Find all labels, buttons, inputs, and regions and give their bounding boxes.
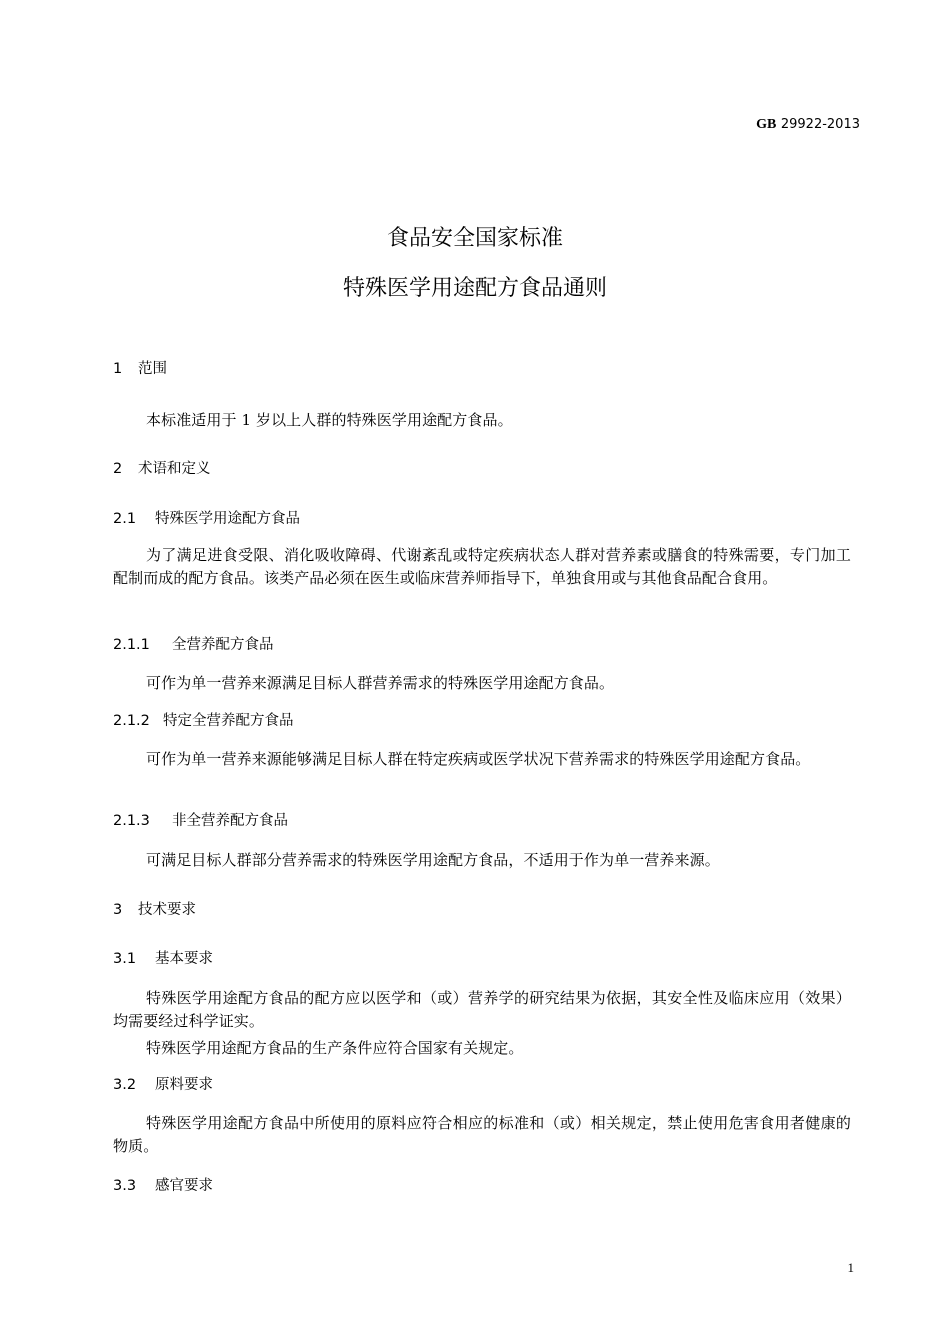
section-title: 全营养配方食品 bbox=[172, 637, 274, 653]
section-title: 特定全营养配方食品 bbox=[163, 713, 294, 729]
section-number: 1 bbox=[113, 361, 123, 377]
paragraph: 特殊医学用途配方食品中所使用的原料应符合相应的标准和（或）相关规定，禁止使用危害食用者健康的物质。 bbox=[113, 1114, 851, 1155]
paragraph: 为了满足进食受限、消化吸收障碍、代谢紊乱或特定疾病状态人群对营养素或膳食的特殊需要，专门加工配制而成的配方食品。该类产品必须在医生或临床营养师指导下，单独食用或与其他食品配合食用。 bbox=[113, 546, 851, 587]
section-title: 术语和定义 bbox=[138, 461, 211, 477]
page-number: 1 bbox=[847, 1260, 854, 1275]
section-3-2-heading bbox=[113, 1075, 213, 1095]
section-2-heading bbox=[113, 459, 211, 479]
section-number: 2.1 bbox=[113, 511, 137, 527]
section-number: 3.3 bbox=[113, 1178, 137, 1194]
section-title: 非全营养配方食品 bbox=[172, 813, 288, 829]
document-title-line1: 食品安全国家标准 bbox=[386, 226, 563, 251]
paragraph: 可作为单一营养来源满足目标人群营养需求的特殊医学用途配方食品。 bbox=[146, 674, 615, 692]
section-title: 原料要求 bbox=[155, 1077, 213, 1093]
section-3-heading bbox=[113, 900, 196, 920]
section-title: 特殊医学用途配方食品 bbox=[155, 511, 300, 527]
section-3-1-heading bbox=[113, 949, 213, 969]
section-3-2-body bbox=[113, 1112, 851, 1158]
standard-code bbox=[756, 116, 860, 133]
paragraph: 可满足目标人群部分营养需求的特殊医学用途配方食品，不适用于作为单一营养来源。 bbox=[146, 851, 720, 869]
section-1-body bbox=[113, 409, 851, 432]
section-2-1-3-body bbox=[113, 849, 851, 872]
document-title-line2: 特殊医学用途配方食品通则 bbox=[342, 276, 607, 301]
paragraph: 本标准适用于 1 岁以上人群的特殊医学用途配方食品。 bbox=[146, 411, 513, 429]
section-number: 2.1.1 bbox=[113, 637, 150, 653]
section-2-1-3-heading bbox=[113, 811, 288, 831]
section-number: 2 bbox=[113, 461, 123, 477]
section-number: 3 bbox=[113, 902, 123, 918]
section-title: 基本要求 bbox=[155, 951, 213, 967]
section-number: 3.2 bbox=[113, 1077, 137, 1093]
section-2-1-1-body bbox=[113, 672, 851, 695]
section-1-heading bbox=[113, 359, 167, 379]
section-2-1-heading bbox=[113, 509, 300, 529]
section-title: 范围 bbox=[138, 361, 167, 377]
section-number: 2.1.3 bbox=[113, 813, 150, 829]
paragraph: 特殊医学用途配方食品的生产条件应符合国家有关规定。 bbox=[146, 1039, 524, 1057]
section-number: 2.1.2 bbox=[113, 713, 150, 729]
section-3-1-body bbox=[113, 987, 851, 1060]
standard-code-number: 29922-2013 bbox=[780, 117, 860, 132]
section-3-3-heading bbox=[113, 1176, 213, 1196]
standard-code-prefix: GB bbox=[756, 117, 777, 132]
section-number: 3.1 bbox=[113, 951, 137, 967]
section-2-1-body bbox=[113, 544, 851, 590]
section-2-1-2-heading bbox=[113, 711, 294, 731]
section-title: 技术要求 bbox=[138, 902, 196, 918]
section-2-1-1-heading bbox=[113, 635, 274, 655]
section-title: 感官要求 bbox=[155, 1178, 213, 1194]
paragraph: 可作为单一营养来源能够满足目标人群在特定疾病或医学状况下营养需求的特殊医学用途配方食品。 bbox=[146, 750, 811, 768]
paragraph: 特殊医学用途配方食品的配方应以医学和（或）营养学的研究结果为依据，其安全性及临床应用（效果）均需要经过科学证实。 bbox=[113, 989, 851, 1030]
section-2-1-2-body bbox=[113, 748, 851, 771]
